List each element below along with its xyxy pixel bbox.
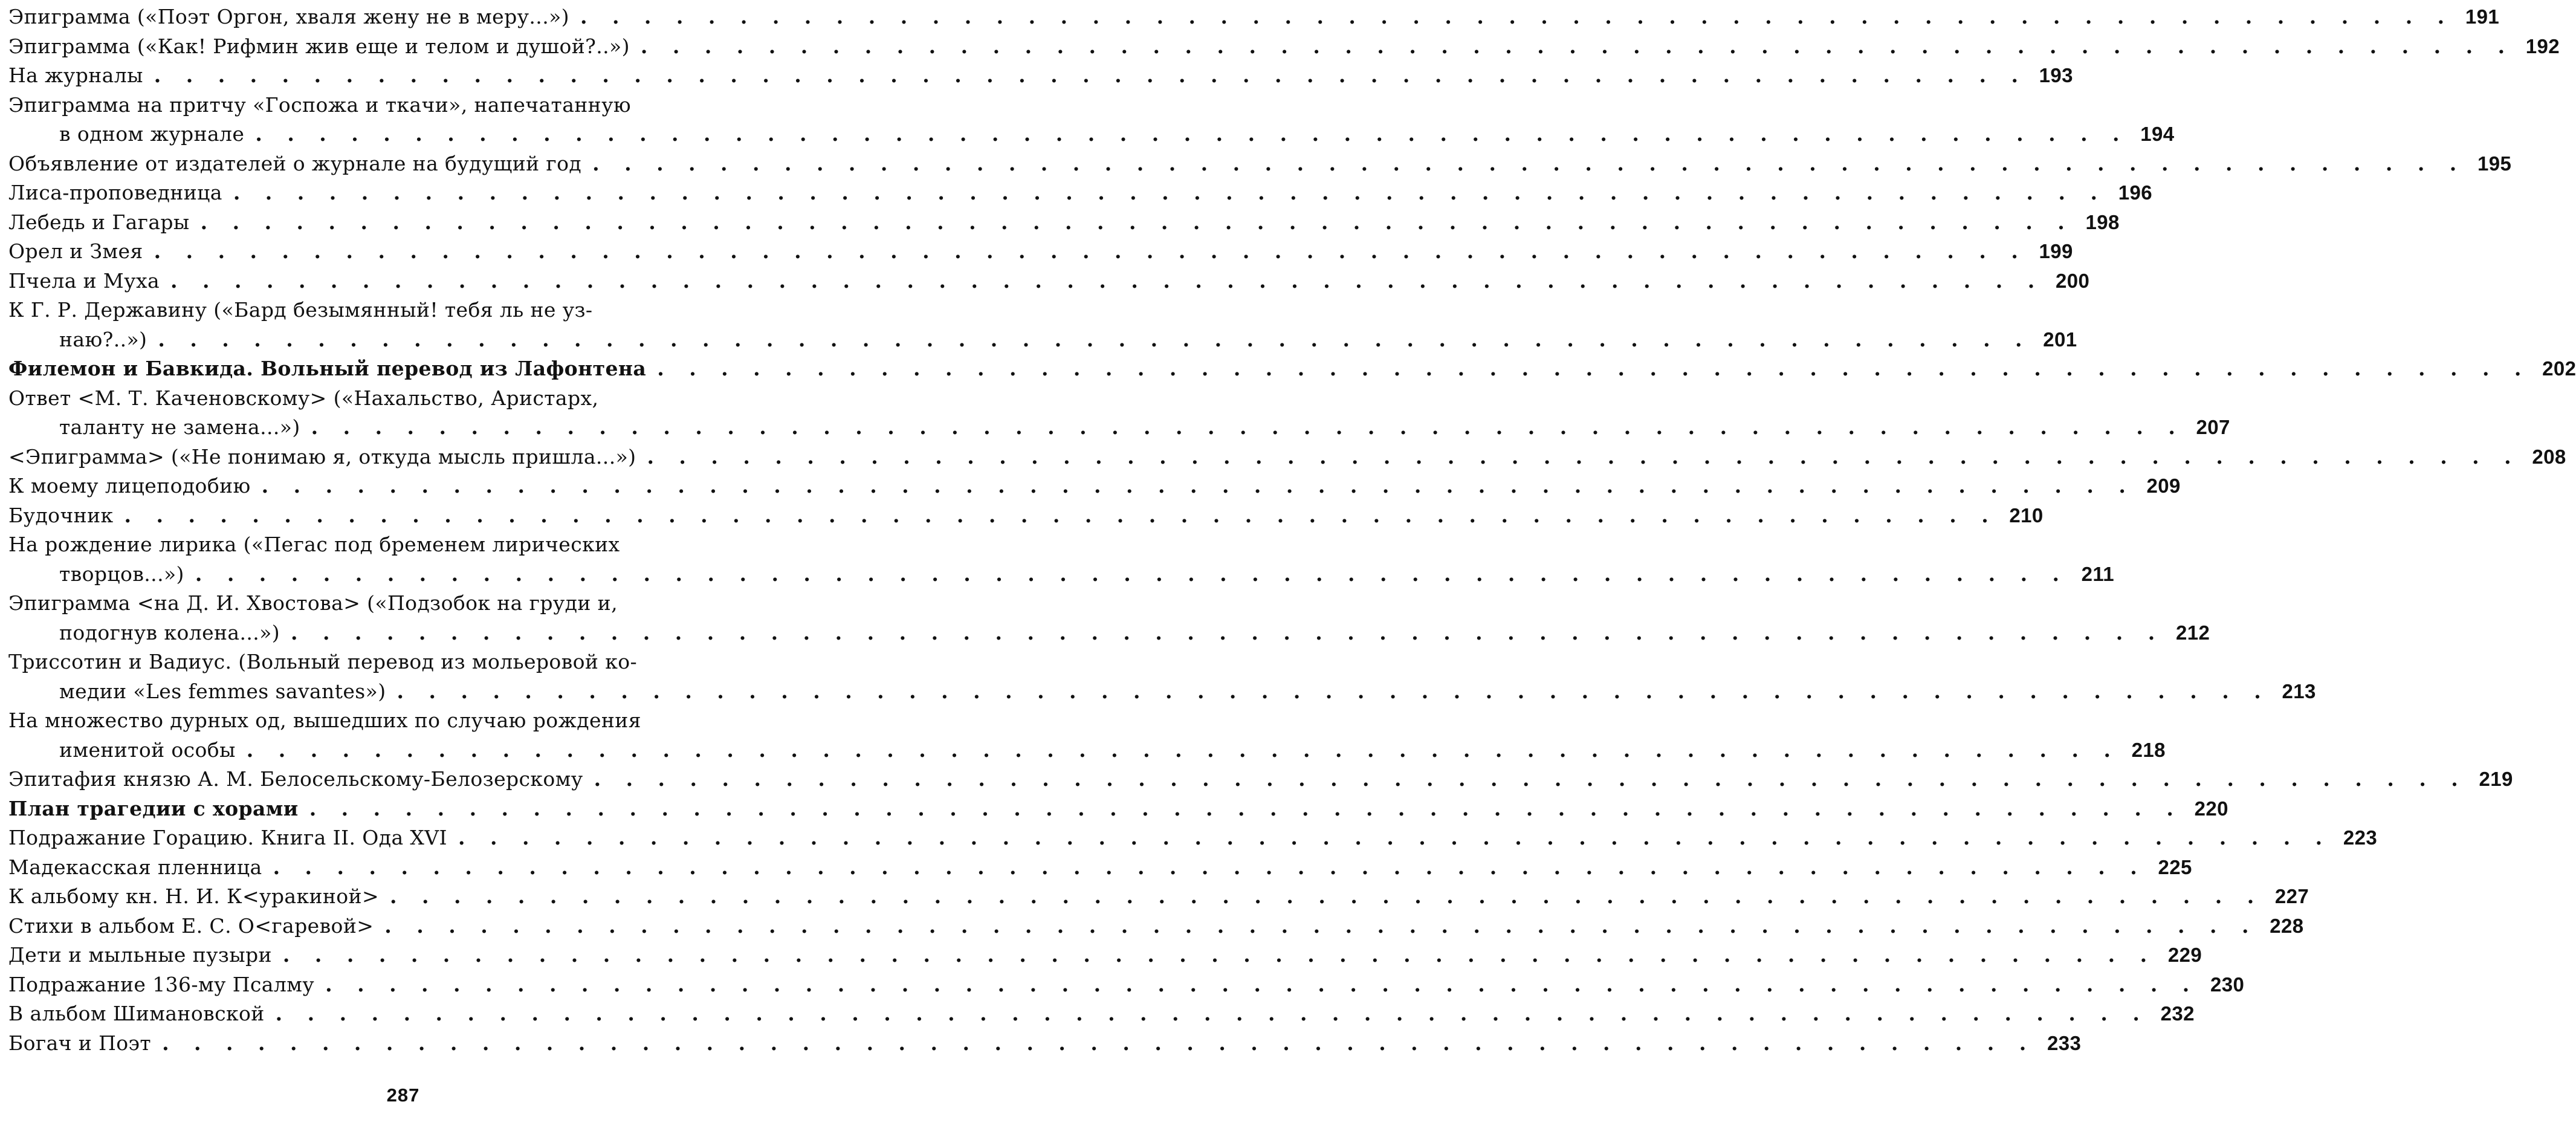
toc-entry-title: Дети и мыльные пузыри: [8, 943, 272, 967]
toc-entry: [8, 823, 2378, 853]
toc-entry: [8, 999, 2195, 1029]
toc-entry-last-line: [8, 970, 2245, 1000]
toc-entry-page-number: 196: [2118, 181, 2152, 204]
toc-entry-title: На множество дурных од, вышедших по случаю рождения: [8, 709, 641, 732]
dot-leader: . . . . . . . . . . . . . . . . . . . . . . . . . . . . . . . . . . . . . . . . . . . . . . . . . . . . . . . . . . .: [384, 913, 2258, 938]
toc-entry-page-number: 211: [2081, 562, 2115, 585]
toc-entry-page-number: 202: [2542, 357, 2576, 380]
toc-entry-last-line: [8, 32, 2560, 62]
dot-leader: . . . . . . . . . . . . . . . . . . . . . . . . . . . . . . . . . . . . . . . . . . . . . . . . . . . . . . . . . . .: [311, 415, 2184, 439]
dot-leader: . . . . . . . . . . . . . . . . . . . . . . . . . . . . . . . . . . . . . . . . . . . . . . . . . . . . . . . . . . .: [255, 122, 2129, 146]
toc-entry-title: Богач и Поэт: [8, 1031, 152, 1055]
toc-entry-line: [8, 530, 788, 560]
toc-entry-title: Лебедь и Гагары: [8, 210, 190, 234]
toc-entry-last-line: [8, 61, 2073, 91]
toc-entry-page-number: 233: [2047, 1031, 2082, 1054]
toc-entry-title: План трагедии с хорами: [8, 796, 299, 820]
dot-leader: . . . . . . . . . . . . . . . . . . . . . . . . . . . . . . . . . . . . . . . . . . . . . . . . . . . . . . . . . . .: [390, 884, 2264, 908]
toc-entry-title: К альбому кн. Н. И. К<уракиной>: [8, 884, 379, 908]
toc-entry-page-number: 199: [2039, 240, 2073, 262]
dot-leader: . . . . . . . . . . . . . . . . . . . . . . . . . . . . . . . . . . . . . . . . . . . . . . . . . . . . . . . . . . .: [325, 972, 2199, 996]
toc-entry-last-line: [8, 941, 2202, 970]
toc-entry-title: Эпиграмма («Как! Рифмин жив еще и телом и душой?..»): [8, 34, 630, 58]
toc-entry-last-line: [8, 1029, 2082, 1059]
toc-entry-page-number: 223: [2343, 826, 2378, 849]
toc-entry: [8, 237, 2073, 267]
dot-leader: . . . . . . . . . . . . . . . . . . . . . . . . . . . . . . . . . . . . . . . . . . . . . . . . . . . . . . . . . . .: [200, 210, 2074, 234]
dot-leader: . . . . . . . . . . . . . . . . . . . . . . . . . . . . . . . . . . . . . . . . . . . . . . . . . . . . . . . . . . .: [154, 239, 2027, 263]
toc-entry-last-line: [8, 149, 2512, 179]
toc-entry: [8, 589, 2210, 647]
toc-entry-page-number: 225: [2158, 855, 2192, 878]
toc-entry-page-number: 220: [2194, 797, 2228, 820]
toc-entry-title: Эпиграмма на притчу «Госпожа и ткачи», напечатанную: [8, 92, 632, 117]
toc-entry: [8, 267, 2090, 296]
dot-leader: . . . . . . . . . . . . . . . . . . . . . . . . . . . . . . . . . . . . . . . . . . . . . . . . . . . . . . . . . . .: [291, 620, 2164, 644]
toc-entry-title: Лиса-проповедница: [8, 181, 222, 204]
toc-entry: [8, 91, 2175, 149]
toc-entry: [8, 1029, 2082, 1059]
toc-entry-last-line: [8, 501, 2044, 531]
toc-entry-title: Эпитафия князю А. М. Белосельскому-Белозерскому: [8, 767, 583, 791]
toc-entry: [8, 208, 2120, 238]
toc-entry: [8, 501, 2044, 531]
toc-entry-title: Стихи в альбом Е. С. О<гаревой>: [8, 913, 374, 938]
toc-entry-title: Ответ <М. Т. Каченовскому> («Нахальство, Аристарх,: [8, 386, 599, 410]
toc-entry-title: Эпиграмма («Поэт Оргон, хваля жену не в меру...»): [8, 5, 569, 28]
dot-leader: . . . . . . . . . . . . . . . . . . . . . . . . . . . . . . . . . . . . . . . . . . . . . . . . . . . . . . . . . . .: [158, 327, 2031, 351]
toc-entry-last-line: [8, 618, 2210, 648]
toc-entry-title: Филемон и Бавкида. Вольный перевод из Лафонтена: [8, 357, 647, 380]
dot-leader: . . . . . . . . . . . . . . . . . . . . . . . . . . . . . . . . . . . . . . . . . . . . . . . . . . . . . . . . . . .: [162, 1031, 2036, 1055]
toc-entry-page-number: 212: [2175, 621, 2210, 644]
toc-entry: [8, 941, 2202, 970]
toc-entry-page-number: 193: [2039, 64, 2073, 86]
toc-entry-page-number: 218: [2131, 738, 2166, 761]
toc-entry-title: таланту не замена...»): [59, 415, 300, 439]
toc-entry: [8, 794, 2228, 824]
toc-entry: [8, 765, 2513, 794]
toc-entry-title: Пчела и Муха: [8, 268, 160, 293]
dot-leader: . . . . . . . . . . . . . . . . . . . . . . . . . . . . . . . . . . . . . . . . . . . . . . . . . . . . . . . . . . .: [282, 943, 2157, 967]
toc-entry-title: Триссотин и Вадиус. (Вольный перевод из мольеровой ко-: [8, 650, 638, 673]
toc-entry-page-number: 213: [2282, 679, 2316, 702]
toc-entry-last-line: [8, 178, 2152, 208]
dot-leader: . . . . . . . . . . . . . . . . . . . . . . . . . . . . . . . . . . . . . . . . . . . . . . . . . . . . . . . . . . .: [309, 796, 2183, 820]
toc-entry-line: [8, 384, 788, 413]
dot-leader: . . . . . . . . . . . . . . . . . . . . . . . . . . . . . . . . . . . . . . . . . . . . . . . . . . . . . . . . . . .: [594, 767, 2467, 791]
toc-entry-last-line: [8, 120, 2175, 149]
toc-entry-last-line: [8, 853, 2192, 883]
toc-page: [8, 2, 2576, 1058]
toc-entry: [8, 2, 2500, 32]
dot-leader: . . . . . . . . . . . . . . . . . . . . . . . . . . . . . . . . . . . . . . . . . . . . . . . . . . . . . . . . . . .: [233, 181, 2106, 204]
toc-entry-page-number: 209: [2146, 475, 2181, 497]
toc-entry-title: медии «Les femmes savantes»): [59, 679, 386, 703]
page-number-footer: 287: [386, 1085, 420, 1106]
table-of-contents: [8, 2, 2576, 1058]
toc-entry-last-line: [8, 2, 2500, 32]
dot-leader: . . . . . . . . . . . . . . . . . . . . . . . . . . . . . . . . . . . . . . . . . . . . . . . . . . . . . . . . . . .: [580, 5, 2454, 28]
toc-entry: [8, 853, 2192, 883]
toc-entry-last-line: [8, 208, 2120, 238]
toc-entry-page-number: 219: [2479, 768, 2513, 790]
toc-entry: [8, 912, 2304, 941]
toc-entry-title: К моему лицеподобию: [8, 474, 251, 498]
dot-leader: . . . . . . . . . . . . . . . . . . . . . . . . . . . . . . . . . . . . . . . . . . . . . . . . . . . . . . . . . . .: [396, 679, 2270, 703]
toc-entry-title: На журналы: [8, 63, 143, 87]
toc-entry-last-line: [8, 823, 2378, 853]
toc-entry-page-number: 200: [2055, 269, 2090, 292]
toc-entry-title: В альбом Шимановской: [8, 1002, 265, 1025]
toc-entry-last-line: [8, 736, 2166, 765]
toc-entry: [8, 882, 2309, 912]
toc-entry-page-number: 195: [2477, 152, 2512, 175]
toc-entry: [8, 61, 2073, 91]
toc-entry-title: подогнув колена...»): [59, 620, 280, 644]
toc-entry-page-number: 227: [2274, 885, 2309, 907]
toc-entry-title: Объявление от издателей о журнале на будущий год: [8, 151, 582, 175]
dot-leader: . . . . . . . . . . . . . . . . . . . . . . . . . . . . . . . . . . . . . . . . . . . . . . . . . . . . . . . . . . .: [246, 738, 2120, 762]
toc-entry: [8, 354, 2576, 384]
dot-leader: . . . . . . . . . . . . . . . . . . . . . . . . . . . . . . . . . . . . . . . . . . . . . . . . . . . . . . . . . . .: [170, 268, 2044, 293]
toc-entry: [8, 530, 2115, 589]
dot-leader: . . . . . . . . . . . . . . . . . . . . . . . . . . . . . . . . . . . . . . . . . . . . . . . . . . . . . . . . . . .: [657, 357, 2531, 380]
toc-entry-title: наю?..»): [59, 327, 147, 351]
toc-entry-line: [8, 706, 788, 736]
toc-entry: [8, 32, 2560, 62]
toc-entry-line: [8, 91, 788, 120]
toc-entry-line: [8, 589, 788, 618]
toc-entry-last-line: [8, 882, 2309, 912]
toc-entry-page-number: 232: [2160, 1002, 2195, 1025]
toc-entry-last-line: [8, 765, 2513, 794]
toc-entry-title: <Эпиграмма> («Не понимаю я, откуда мысль пришла...»): [8, 444, 636, 469]
toc-entry-last-line: [8, 413, 2230, 443]
dot-leader: . . . . . . . . . . . . . . . . . . . . . . . . . . . . . . . . . . . . . . . . . . . . . . . . . . . . . . . . . . .: [273, 855, 2146, 879]
toc-entry-title: Подражание 136-му Псалму: [8, 972, 315, 996]
dot-leader: . . . . . . . . . . . . . . . . . . . . . . . . . . . . . . . . . . . . . . . . . . . . . . . . . . . . . . . . . . .: [154, 63, 2027, 87]
toc-entry-title: Орел и Змея: [8, 239, 143, 263]
toc-entry-last-line: [8, 999, 2195, 1029]
toc-entry: [8, 178, 2152, 208]
toc-entry-last-line: [8, 354, 2576, 384]
toc-entry-last-line: [8, 472, 2181, 501]
toc-entry-page-number: 207: [2196, 416, 2230, 438]
dot-leader: . . . . . . . . . . . . . . . . . . . . . . . . . . . . . . . . . . . . . . . . . . . . . . . . . . . . . . . . . . .: [275, 1002, 2149, 1025]
toc-entry-line: [8, 647, 788, 677]
toc-entry-page-number: 192: [2525, 34, 2560, 57]
toc-entry-title: На рождение лирика («Пегас под бременем лирических: [8, 533, 620, 556]
toc-entry: [8, 472, 2181, 501]
toc-entry-last-line: [8, 237, 2073, 267]
toc-entry-title: Мадекасская пленница: [8, 855, 262, 879]
toc-entry-last-line: [8, 443, 2566, 472]
toc-entry: [8, 296, 2077, 354]
toc-entry-page-number: 194: [2140, 123, 2175, 145]
dot-leader: . . . . . . . . . . . . . . . . . . . . . . . . . . . . . . . . . . . . . . . . . . . . . . . . . . . . . . . . . . .: [124, 503, 1998, 527]
dot-leader: . . . . . . . . . . . . . . . . . . . . . . . . . . . . . . . . . . . . . . . . . . . . . . . . . . . . . . . . . . .: [592, 151, 2466, 175]
toc-entry-title: творцов...»): [59, 562, 184, 586]
dot-leader: . . . . . . . . . . . . . . . . . . . . . . . . . . . . . . . . . . . . . . . . . . . . . . . . . . . . . . . . . . .: [640, 34, 2514, 58]
toc-entry-page-number: 210: [2009, 504, 2044, 527]
toc-entry: [8, 149, 2512, 179]
toc-entry-last-line: [8, 267, 2090, 296]
toc-entry-last-line: [8, 560, 2115, 589]
toc-entry: [8, 443, 2566, 472]
toc-entry-title: К Г. Р. Державину («Бард безымянный! тебя ль не уз-: [8, 298, 593, 322]
dot-leader: . . . . . . . . . . . . . . . . . . . . . . . . . . . . . . . . . . . . . . . . . . . . . . . . . . . . . . . . . . .: [458, 826, 2332, 849]
toc-entry-last-line: [8, 677, 2316, 707]
toc-entry-title: Будочник: [8, 503, 114, 527]
toc-entry-page-number: 229: [2167, 944, 2202, 966]
toc-entry-last-line: [8, 325, 2077, 355]
toc-entry: [8, 970, 2245, 1000]
toc-entry-title: именитой особы: [59, 738, 236, 762]
toc-entry: [8, 647, 2316, 706]
dot-leader: . . . . . . . . . . . . . . . . . . . . . . . . . . . . . . . . . . . . . . . . . . . . . . . . . . . . . . . . . . .: [647, 444, 2520, 469]
toc-entry-page-number: 201: [2043, 328, 2077, 351]
toc-entry-line: [8, 296, 788, 325]
toc-entry-page-number: 228: [2270, 914, 2304, 937]
toc-entry: [8, 706, 2166, 765]
toc-entry-page-number: 208: [2532, 445, 2566, 468]
toc-entry-page-number: 198: [2085, 210, 2120, 233]
toc-entry-title: Эпиграмма <на Д. И. Хвостова> («Подзобок на груди и,: [8, 591, 618, 615]
toc-entry: [8, 384, 2230, 443]
toc-entry-last-line: [8, 794, 2228, 824]
toc-entry-title: Подражание Горацию. Книга II. Ода XVI: [8, 826, 447, 849]
toc-entry-title: в одном журнале: [59, 122, 245, 146]
dot-leader: . . . . . . . . . . . . . . . . . . . . . . . . . . . . . . . . . . . . . . . . . . . . . . . . . . . . . . . . . . .: [195, 562, 2069, 586]
toc-entry-last-line: [8, 912, 2304, 941]
toc-entry-page-number: 191: [2465, 5, 2500, 28]
toc-entry-page-number: 230: [2210, 973, 2245, 996]
dot-leader: . . . . . . . . . . . . . . . . . . . . . . . . . . . . . . . . . . . . . . . . . . . . . . . . . . . . . . . . . . .: [261, 474, 2135, 498]
